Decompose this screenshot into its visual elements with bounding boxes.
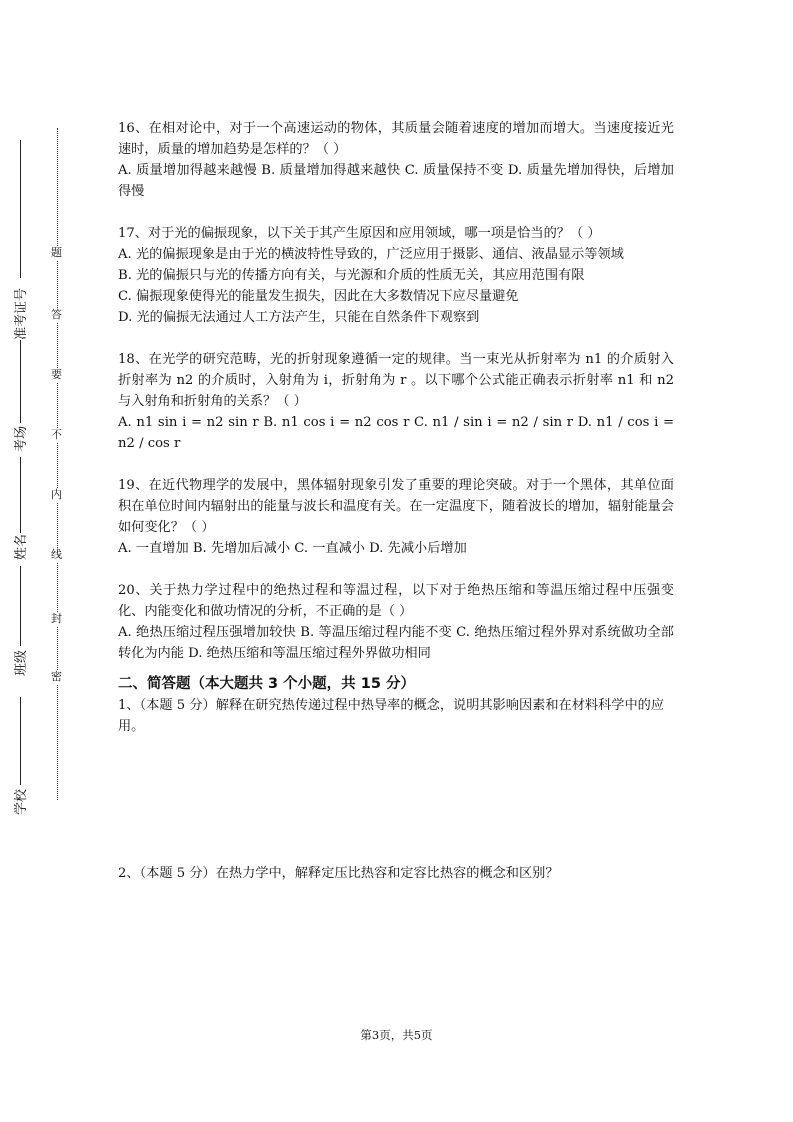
question-19	[118, 475, 674, 559]
question-options: A. 绝热压缩过程压强增加较快 B. 等温压缩过程内能不变 C. 绝热压缩过程外界对系统做功全部转化为内能 D. 绝热压缩和等温压缩过程外界做功相同	[118, 625, 674, 661]
label-exam-id: 准考证号	[14, 287, 29, 340]
label-class: 班级	[14, 649, 29, 676]
option-a: A. 光的偏振现象是由于光的横波特性导致的，广泛应用于摄影、通信、液晶显示等领域	[118, 247, 624, 262]
name-fill-line	[20, 457, 21, 533]
option-c: C. 偏振现象使得光的能量发生损失，因此在大多数情况下应尽量避免	[118, 289, 519, 304]
exam-room-fill-line	[20, 340, 21, 423]
seal-char: 要	[51, 368, 62, 381]
question-stem: 16、在相对论中，对于一个高速运动的物体，其质量会随着速度的增加而增大。当速度接近光速时，质量的增加趋势是怎样的？（ ）	[118, 121, 674, 157]
question-options: A. 质量增加得越来越慢 B. 质量增加得越来越快 C. 质量保持不变 D. 质量先增加得快，后增加得慢	[118, 163, 674, 199]
question-16	[118, 118, 674, 202]
seal-char: 内	[51, 488, 62, 501]
seal-char: 不	[51, 428, 62, 441]
seal-char: 封	[51, 612, 62, 625]
seal-char: 密	[51, 670, 62, 683]
question-options: A. n1 sin i = n2 sin r B. n1 cos i = n2 cos r C. n1 / sin i = n2 / sin r D. n1 / cos i = n2 / cos r	[118, 415, 674, 451]
page-number: 第3页，共5页	[360, 1028, 433, 1042]
seal-char: 题	[51, 246, 62, 259]
short-answer-text: 1、（本题 5 分）解释在研究热传递过程中热导率的概念，说明其影响因素和在材料科学中的应用。	[118, 698, 665, 734]
question-20	[118, 580, 674, 664]
label-school: 学校	[14, 788, 29, 815]
section-title: 二、简答题（本大题共 3 个小题，共 15 分）	[118, 676, 415, 692]
seal-char: 线	[51, 548, 62, 561]
question-stem: 20、关于热力学过程中的绝热过程和等温过程，以下对于绝热压缩和等温压缩过程中压强变化、内能变化和做功情况的分析，不正确的是（ ）	[118, 583, 674, 619]
question-stem: 17、对于光的偏振现象，以下关于其产生原因和应用领域，哪一项是恰当的？（ ）	[118, 226, 601, 241]
school-fill-line	[20, 697, 21, 785]
question-stem: 19、在近代物理学的发展中，黑体辐射现象引发了重要的理论突破。对于一个黑体，其单位面积在单位时间内辐射出的能量与波长和温度有关。在一定温度下，随着波长的增加，辐射能量会如何变化？（ ）	[118, 478, 674, 535]
short-answer-1	[118, 695, 674, 737]
label-exam-room: 考场	[14, 425, 29, 452]
short-answer-2	[118, 863, 674, 884]
question-stem: 18、在光学的研究范畴，光的折射现象遵循一定的规律。当一束光从折射率为 n1 的介质射入折射率为 n2 的介质时，入射角为 i，折射角为 r 。以下哪个公式能正确表示折射率 n1 和 n2 与入射角和折射角的关系？（ ）	[118, 352, 674, 409]
binding-margin	[0, 0, 80, 1122]
seal-dotted-line	[57, 128, 58, 800]
seal-char: 答	[51, 308, 62, 321]
short-answer-text: 2、（本题 5 分）在热力学中，解释定压比热容和定容比热容的概念和区别？	[118, 866, 559, 881]
label-name: 姓名	[14, 533, 29, 560]
exam-id-fill-line	[20, 140, 21, 278]
exam-content	[118, 118, 674, 884]
class-fill-line	[20, 566, 21, 646]
question-18	[118, 349, 674, 454]
option-d: D. 光的偏振无法通过人工方法产生，只能在自然条件下观察到	[118, 310, 480, 325]
question-options: A. 一直增加 B. 先增加后减小 C. 一直减小 D. 先减小后增加	[118, 541, 467, 556]
option-b: B. 光的偏振只与光的传播方向有关，与光源和介质的性质无关，其应用范围有限	[118, 268, 585, 283]
question-17	[118, 223, 674, 328]
